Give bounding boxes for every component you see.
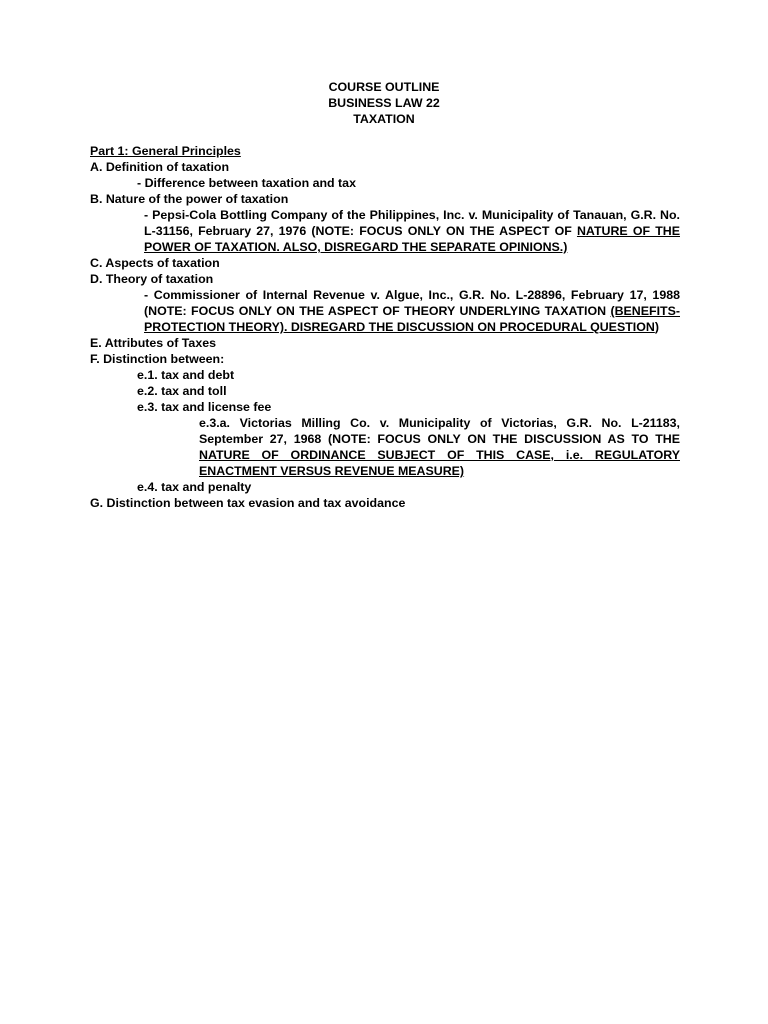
course-outline <box>90 143 680 511</box>
outline-item-c: C. Aspects of taxation <box>90 256 220 270</box>
outline-item-e1: e.1. tax and debt <box>137 368 235 382</box>
header-course-name: BUSINESS LAW 22 <box>328 96 440 110</box>
outline-item-e4: e.4. tax and penalty <box>137 480 252 494</box>
part-1-title: Part 1: General Principles <box>90 144 241 158</box>
case-victorias-text: e.3.a. Victorias Milling Co. v. Municipality of Victorias, G.R. No. L-21183, September 27, 1968 (NOTE: FOCUS ONLY ON THE DISCUSSION AS TO THE <box>199 416 680 446</box>
outline-item-a: A. Definition of taxation <box>90 160 230 174</box>
header-subject: TAXATION <box>353 112 415 126</box>
outline-item-e3: e.3. tax and license fee <box>137 400 272 414</box>
outline-item-b: B. Nature of the power of taxation <box>90 192 289 206</box>
case-algue <box>144 287 680 335</box>
case-pepsi-cola-text: - Pepsi-Cola Bottling Company of the Philippines, Inc. v. Municipality of Tanauan, G.R. No. L-31156, February 27, 1976 (NOTE: FOCUS ONLY ON THE ASPECT OF <box>144 208 680 238</box>
case-pepsi-cola <box>144 207 680 255</box>
case-algue-underlined: (BENEFITS-PROTECTION THEORY). DISREGARD THE DISCUSSION ON PROCEDURAL QUESTION <box>144 304 680 334</box>
outline-item-g: G. Distinction between tax evasion and tax avoidance <box>90 496 406 510</box>
case-victorias-milling <box>199 415 680 479</box>
case-pepsi-cola-underlined: NATURE OF THE POWER OF TAXATION. ALSO, DISREGARD THE SEPARATE OPINIONS.) <box>144 224 680 254</box>
outline-item-e: E. Attributes of Taxes <box>90 336 216 350</box>
case-algue-tail: ) <box>654 320 659 334</box>
document-header <box>0 79 768 127</box>
outline-item-a-sub: - Difference between taxation and tax <box>137 176 356 190</box>
outline-item-e2: e.2. tax and toll <box>137 384 227 398</box>
header-course-outline: COURSE OUTLINE <box>328 80 440 94</box>
case-victorias-underlined: NATURE OF ORDINANCE SUBJECT OF THIS CASE, i.e. REGULATORY ENACTMENT VERSUS REVENUE MEASURE) <box>199 448 680 478</box>
outline-item-d: D. Theory of taxation <box>90 272 214 286</box>
outline-item-f: F. Distinction between: <box>90 352 225 366</box>
case-algue-text: - Commissioner of Internal Revenue v. Algue, Inc., G.R. No. L-28896, February 17, 1988 (NOTE: FOCUS ONLY ON THE ASPECT OF THEORY UNDERLYING TAXATION <box>144 288 680 318</box>
